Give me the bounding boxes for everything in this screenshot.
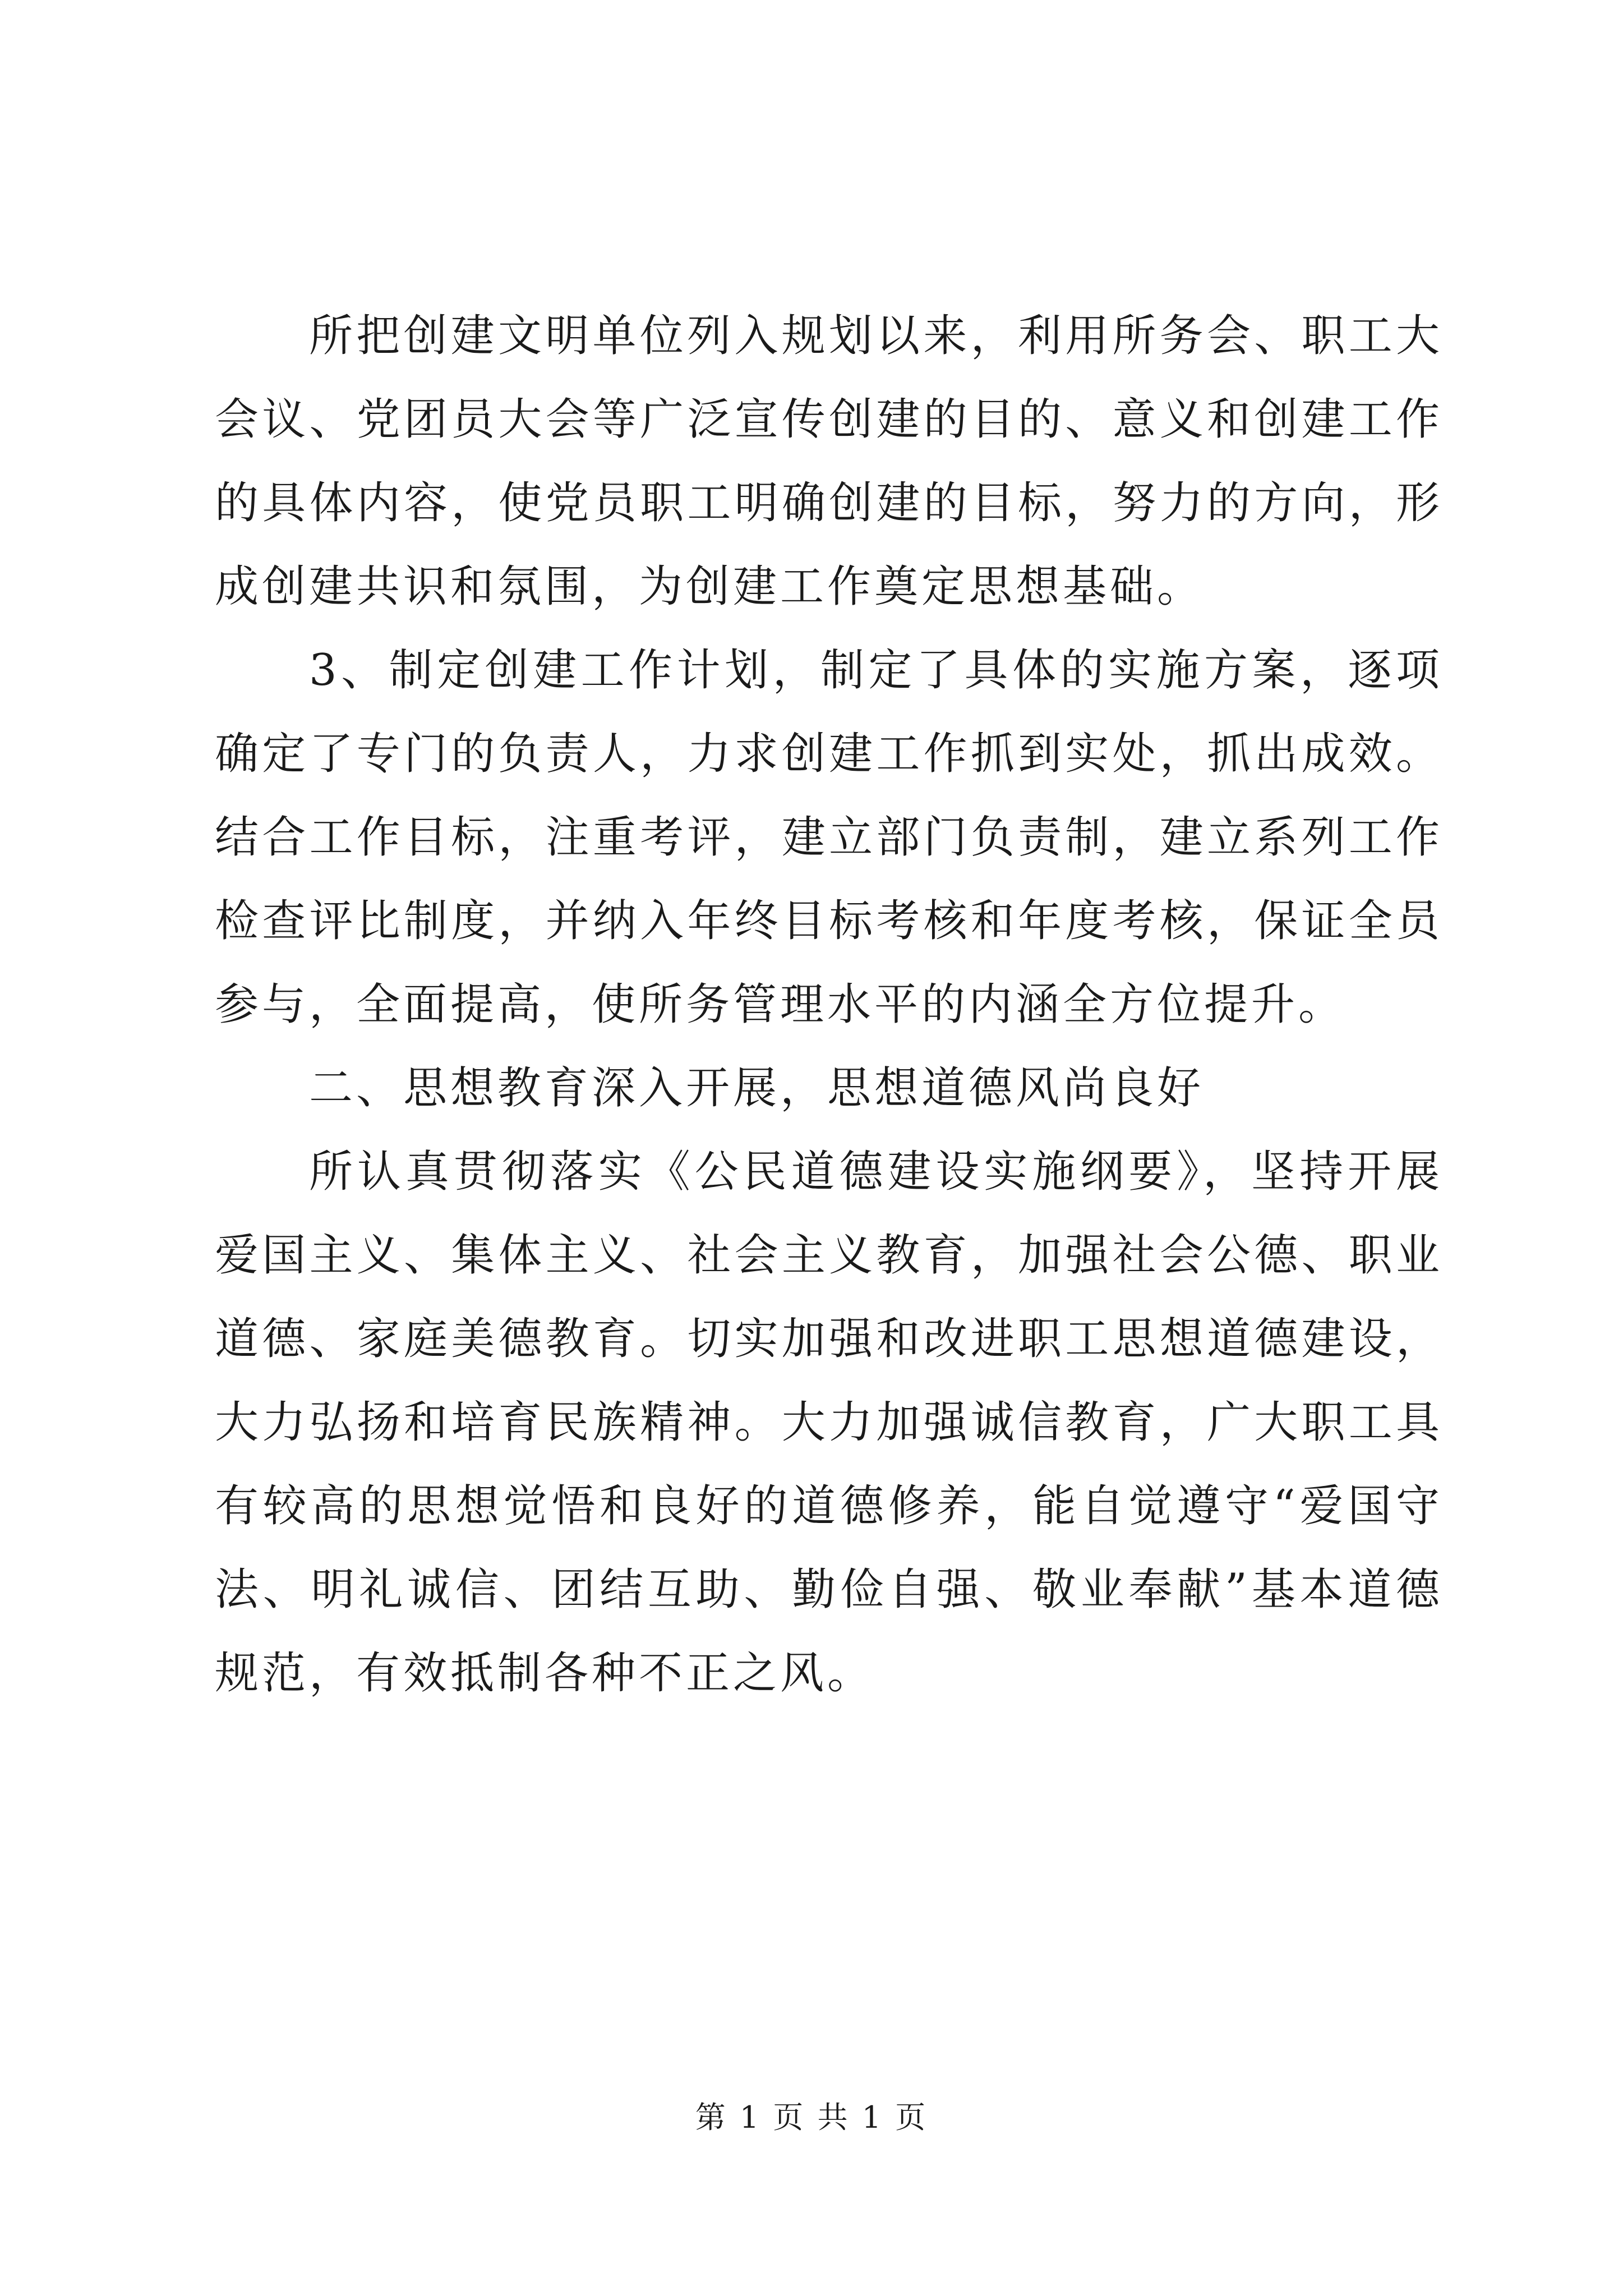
section-heading-ideological-education: 二、思想教育深入开展，思想道德风尚良好 [309,1063,1205,1114]
document-body [215,295,1443,1715]
paragraph-moral-education: 所认真贯彻落实《公民道德建设实施纲要》，坚持开展爱国主义、集体主义、社会主义教育，加强社会公德、职业道德、家庭美德教育。切实加强和改进职工思想道德建设，大力弘扬和培育民族精神。大力加强诚信教育，广大职工具有较高的思想觉悟和良好的道德修养，能自觉遵守“爱国守法、明礼诚信、团结互助、勤俭自强、敬业奉献”基本道德规范，有效抵制各种不正之风。 [215,1147,1443,1699]
paragraph-work-plan: 3、制定创建工作计划，制定了具体的实施方案，逐项确定了专门的负责人，力求创建工作抓到实处，抓出成效。结合工作目标，注重考评，建立部门负责制，建立系列工作检查评比制度，并纳入年终目标考核和年度考核，保证全员参与，全面提高，使所务管理水平的内涵全方位提升。 [215,645,1443,1030]
paragraph-publicity: 所把创建文明单位列入规划以来，利用所务会、职工大会议、党团员大会等广泛宣传创建的目的、意义和创建工作的具体内容，使党员职工明确创建的目标，努力的方向，形成创建共识和氛围，为创建工作奠定思想基础。 [215,311,1443,612]
page-number-footer: 第 1 页 共 1 页 [695,2100,928,2135]
